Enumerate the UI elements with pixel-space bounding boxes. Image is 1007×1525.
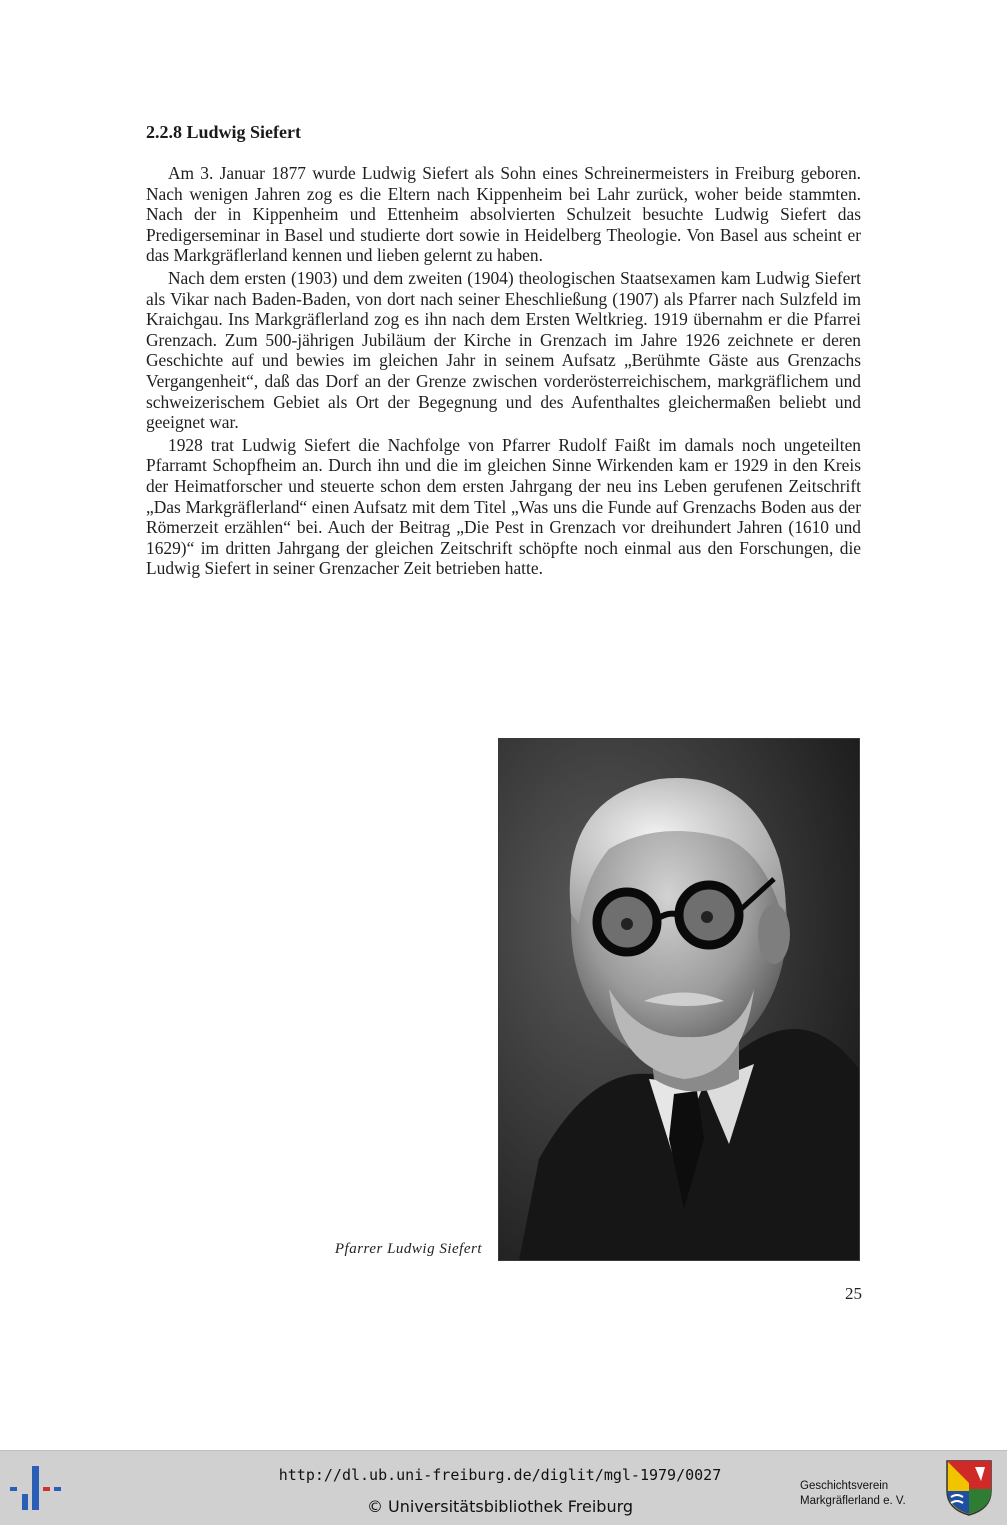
section-heading: 2.2.8 Ludwig Siefert (146, 122, 301, 142)
society-name-line-1: Geschichtsverein (800, 1480, 889, 1492)
copyright-notice: © Universitätsbibliothek Freiburg (366, 1497, 634, 1516)
page-number: 25 (845, 1284, 862, 1303)
society-name (800, 1479, 940, 1509)
paragraph-3: 1928 trat Ludwig Siefert die Nachfolge von Pfarrer Rudolf Faißt im damals noch ungeteilten Pfarramt Schopfheim an. Durch ihn und die im gleichen Sinne Wirkenden kam er 1929 in den Kreis der Heimatforscher und steuerte schon dem ersten Jahrgang der neu ins Leben gerufenen Zeitschrift „Das Markgräflerland“ einen Aufsatz mit dem Titel „Was uns die Funde auf Grenzachs Boden aus der Römerzeit erzählen“ bei. Auch der Beitrag „Die Pest in Grenzach vor dreihundert Jahren (1610 und 1629)“ im dritten Jahrgang der gleichen Zeitschrift schöpfte noch einmal aus den Forschungen, die Ludwig Siefert in seiner Grenzacher Zeit betrieben hatte. (146, 434, 861, 579)
paragraph-2: Nach dem ersten (1903) und dem zweiten (1904) theologischen Staatsexamen kam Ludwig Siefert als Vikar nach Baden-Baden, von dort nach seiner Eheschließung (1907) als Pfarrer nach Sulzfeld im Kraichgau. Ins Markgräflerland zog es ihn nach dem Ersten Weltkrieg. 1919 übernahm er die Pfarrei Grenzach. Zum 500-jährigen Jubiläum der Kirche in Grenzach im Jahre 1926 zeichnete er deren Geschichte auf und bewies im gleichen Jahr in seinem Aufsatz „Berühmte Gäste aus Grenzachs Vergangenheit“, daß das Dorf an der Grenze zwischen vorderösterreichischem, markgräflichem und schweizerischem Gebiet als Ort der Begegnung und des Aufenthaltes gleichermaßen beliebt und geeignet war. (146, 267, 861, 433)
library-logo-icon (8, 1464, 68, 1512)
portrait-photo (499, 739, 859, 1260)
footer-bar (0, 1450, 1007, 1525)
portrait-image (499, 739, 859, 1260)
society-name-line-2: Markgräflerland e. V. (800, 1495, 906, 1507)
body-text (146, 163, 861, 581)
document-url-link[interactable]: http://dl.ub.uni-freiburg.de/diglit/mgl-1979/0027 (278, 1466, 722, 1484)
coat-of-arms-icon (945, 1459, 993, 1517)
paragraph-1: Am 3. Januar 1877 wurde Ludwig Siefert als Sohn eines Schreinermeisters in Freiburg geboren. Nach wenigen Jahren zog es die Eltern nach Kippenheim bei Lahr zurück, woher beide stammten. Nach der in Kippenheim und Ettenheim absolvierten Schulzeit besuchte Ludwig Siefert das Predigerseminar in Basel und studierte dort sowie in Heidelberg Theologie. Von Basel aus scheint er das Markgräflerland kennen und lieben gelernt zu haben. (146, 163, 861, 266)
photo-caption: Pfarrer Ludwig Siefert (334, 1241, 482, 1257)
